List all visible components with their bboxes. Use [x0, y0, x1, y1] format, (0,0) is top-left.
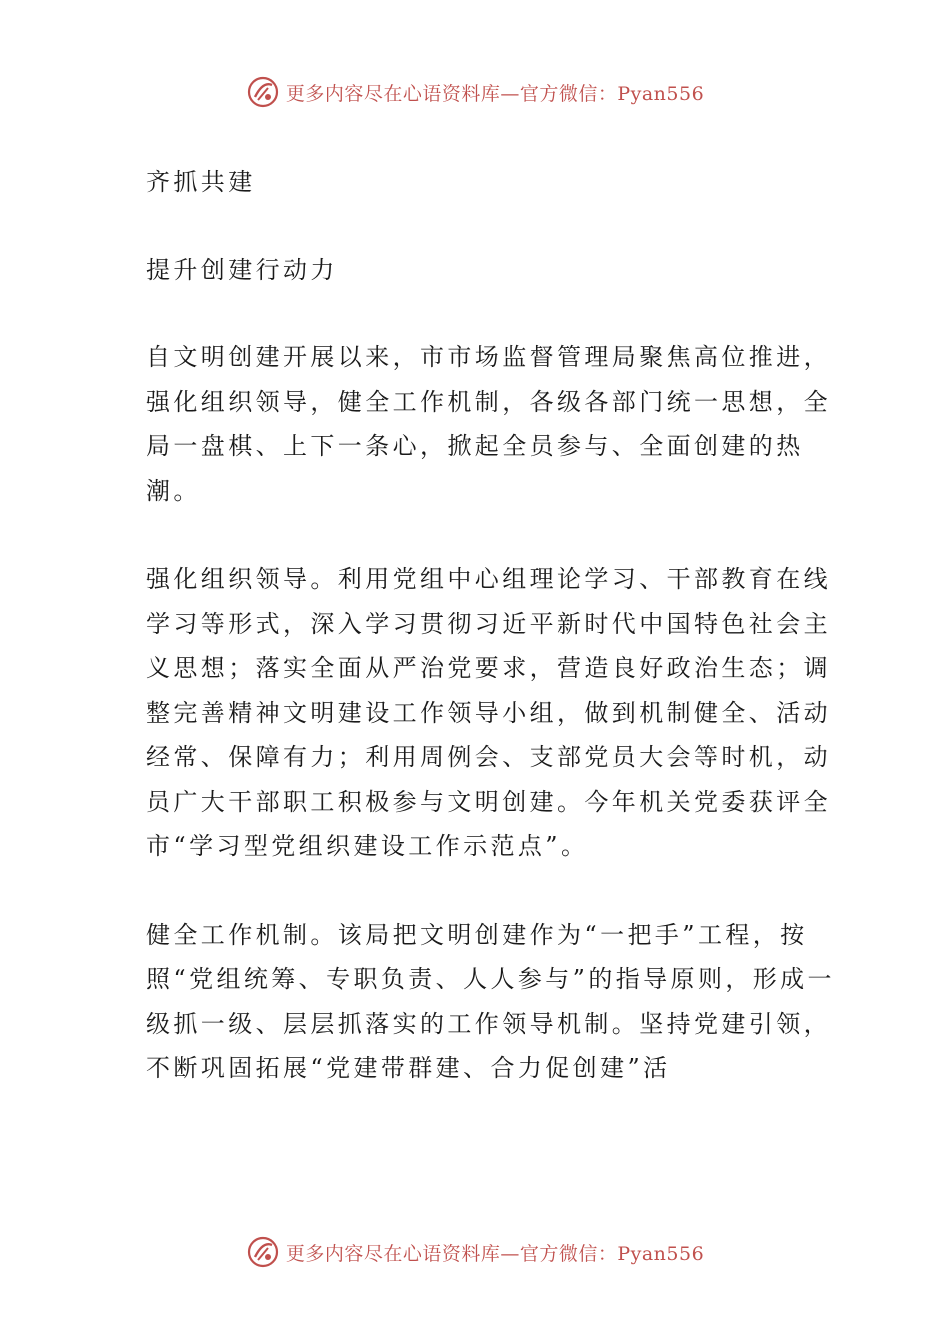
watermark-logo-icon: [246, 1235, 280, 1269]
paragraph: 自文明创建开展以来，市市场监督管理局聚焦高位推进，强化组织领导，健全工作机制，各级各部门统一思想，全局一盘棋、上下一条心，掀起全员参与、全面创建的热潮。: [146, 343, 831, 505]
section-heading: 齐抓共建: [146, 168, 256, 196]
document-body: [146, 160, 836, 1091]
watermark-text: 更多内容尽在心语资料库—官方微信：Pyan556: [285, 1242, 705, 1265]
header-watermark: [0, 72, 950, 112]
paragraph: 健全工作机制。该局把文明创建作为“一把手”工程，按照“党组统筹、专职负责、人人参与”的指导原则，形成一级抓一级、层层抓落实的工作领导机制。坚持党建引领，不断巩固拓展“党建带群建、合力促创建”活: [146, 920, 835, 1082]
footer-watermark: [0, 1232, 950, 1272]
watermark-logo-icon: [246, 75, 280, 109]
watermark-text: 更多内容尽在心语资料库—官方微信：Pyan556: [285, 82, 705, 105]
section-subheading: 提升创建行动力: [146, 255, 338, 284]
paragraph: 强化组织领导。利用党组中心组理论学习、干部教育在线学习等形式，深入学习贯彻习近平新时代中国特色社会主义思想；落实全面从严治党要求，营造良好政治生态；调整完善精神文明建设工作领导小组，做到机制健全、活动经常、保障有力；利用周例会、支部党员大会等时机，动员广大干部职工积极参与文明创建。今年机关党委获评全市“学习型党组织建设工作示范点”。: [146, 565, 831, 860]
